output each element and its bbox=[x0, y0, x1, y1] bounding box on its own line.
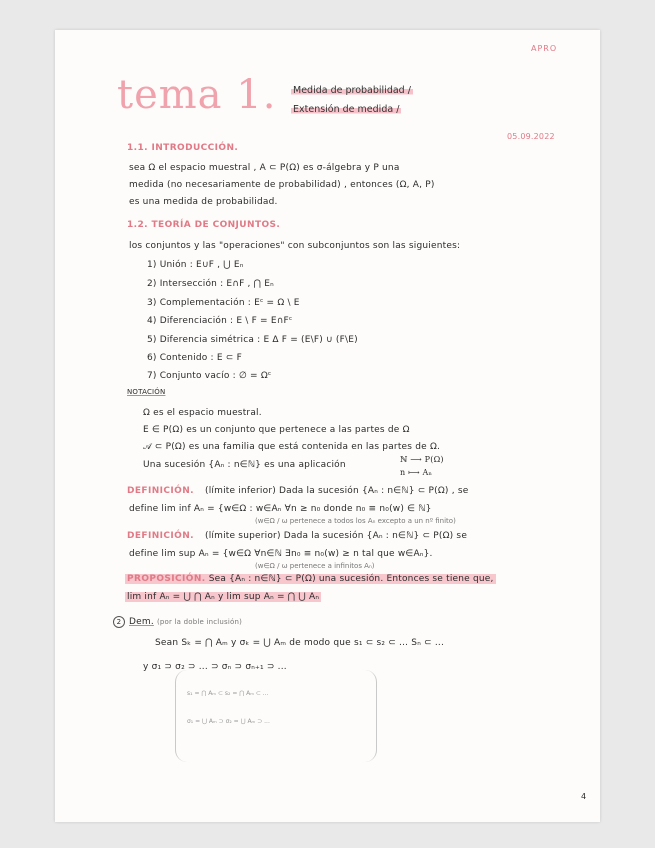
date: 05.09.2022 bbox=[507, 132, 555, 141]
section-1-line-1: sea Ω el espacio muestral , A ⊂ P(Ω) es σ-álgebra y P una bbox=[129, 163, 400, 173]
operation-item-5: 5) Diferencia simétrica : E Δ F = (E\F) ∪ (F\E) bbox=[147, 335, 358, 345]
operation-item-3: 3) Complementación : Eᶜ = Ω \ E bbox=[147, 298, 300, 308]
operation-item-1: 1) Unión : E∪F , ⋃ Eₙ bbox=[147, 260, 244, 270]
definition-2-note: (w∈Ω / ω pertenece a infinitos Aₙ) bbox=[255, 562, 375, 570]
definition-1-line-2: define lim inf Aₙ = {w∈Ω : w∈Aₙ ∀n ≥ n₀ donde n₀ ≡ n₀(w) ∈ ℕ} bbox=[129, 504, 432, 514]
page-number: 4 bbox=[581, 792, 587, 801]
operation-item-2: 2) Intersección : E∩F , ⋂ Eₙ bbox=[147, 279, 274, 289]
section-2-heading: 1.2. TEORÍA DE CONJUNTOS. bbox=[127, 220, 281, 230]
proposition-line-1 bbox=[125, 574, 496, 584]
notation-label: NOTACIÓN bbox=[127, 388, 166, 396]
definition-2-label: DEFINICIÓN. bbox=[127, 531, 194, 541]
proposition-text: Sea {Aₙ : n∈ℕ} ⊂ P(Ω) una sucesión. Entonces se tiene que, bbox=[208, 574, 494, 584]
demo-line-2: Sean Sₖ = ⋂ Aₘ y σₖ = ⋃ Aₘ de modo que s₁ ⊂ s₂ ⊂ ... Sₙ ⊂ ... bbox=[155, 638, 445, 648]
proposition-line-2: lim inf Aₙ = ⋃ ⋂ Aₙ y lim sup Aₙ = ⋂ ⋃ Aₙ bbox=[127, 592, 320, 602]
proposition-label: PROPOSICIÓN. bbox=[127, 574, 206, 584]
definition-1-label: DEFINICIÓN. bbox=[127, 486, 194, 496]
demo-bracket bbox=[175, 670, 377, 762]
demo-note: (por la doble inclusión) bbox=[156, 618, 243, 626]
section-1-heading: 1.1. INTRODUCCIÓN. bbox=[127, 143, 239, 153]
demo-bracket-line-1: s₁ = ⋂ Aₘ ⊂ s₂ = ⋂ Aₘ ⊂ ... bbox=[187, 690, 269, 697]
notation-line-2: E ∈ P(Ω) es un conjunto que pertenece a las partes de Ω bbox=[143, 425, 410, 435]
map-top: ℕ ⟶ P(Ω) bbox=[400, 455, 444, 464]
operation-item-7: 7) Conjunto vacío : ∅ = Ωᶜ bbox=[147, 371, 272, 381]
demo-bracket-line-2: σ₁ = ⋃ Aₘ ⊃ σ₂ = ⋃ Aₘ ⊃ ... bbox=[187, 718, 270, 725]
notation-line-1: Ω es el espacio muestral. bbox=[143, 408, 262, 418]
section-1-line-3: es una medida de probabilidad. bbox=[129, 197, 278, 207]
definition-2-line-1: (límite superior) Dada la sucesión {Aₙ : n∈ℕ} ⊂ P(Ω) se bbox=[205, 531, 468, 541]
demo-header bbox=[113, 616, 242, 628]
operation-item-6: 6) Contenido : E ⊂ F bbox=[147, 353, 242, 363]
operation-item-4: 4) Diferenciación : E \ F = E∩Fᶜ bbox=[147, 316, 293, 326]
definition-1-note: (w∈Ω / ω pertenece a todos los Aₙ excepto a un nº finito) bbox=[255, 517, 456, 525]
subtitle-2: Extensión de medida / bbox=[293, 104, 400, 115]
demo-label: Dem. bbox=[129, 617, 154, 627]
subtitle-1: Medida de probabilidad / bbox=[293, 85, 411, 96]
notation-line-3: 𝒜 ⊂ P(Ω) es una familia que está contenida en las partes de Ω. bbox=[143, 442, 441, 452]
demo-marker: 2 bbox=[113, 616, 125, 628]
section-2-intro: los conjuntos y las "operaciones" con subconjuntos son las siguientes: bbox=[129, 241, 461, 251]
definition-1-line-1: (límite inferior) Dada la sucesión {Aₙ : n∈ℕ} ⊂ P(Ω) , se bbox=[205, 486, 469, 496]
map-bottom: n ⟼ Aₙ bbox=[400, 468, 433, 477]
notebook-page bbox=[55, 30, 600, 822]
page-title: tema 1. bbox=[117, 72, 277, 118]
corner-tag: APRO bbox=[531, 44, 558, 53]
definition-2-line-2: define lim sup Aₙ = {w∈Ω ∀n∈ℕ ∃n₀ ≡ n₀(w) ≥ n tal que w∈Aₙ}. bbox=[129, 549, 433, 559]
section-1-line-2: medida (no necesariamente de probabilidad) , entonces (Ω, A, P) bbox=[129, 180, 435, 190]
notation-line-4: Una sucesión {Aₙ : n∈ℕ} es una aplicación bbox=[143, 460, 346, 470]
demo-line-3: y σ₁ ⊃ σ₂ ⊃ ... ⊃ σₙ ⊃ σₙ₊₁ ⊃ ... bbox=[143, 662, 287, 672]
